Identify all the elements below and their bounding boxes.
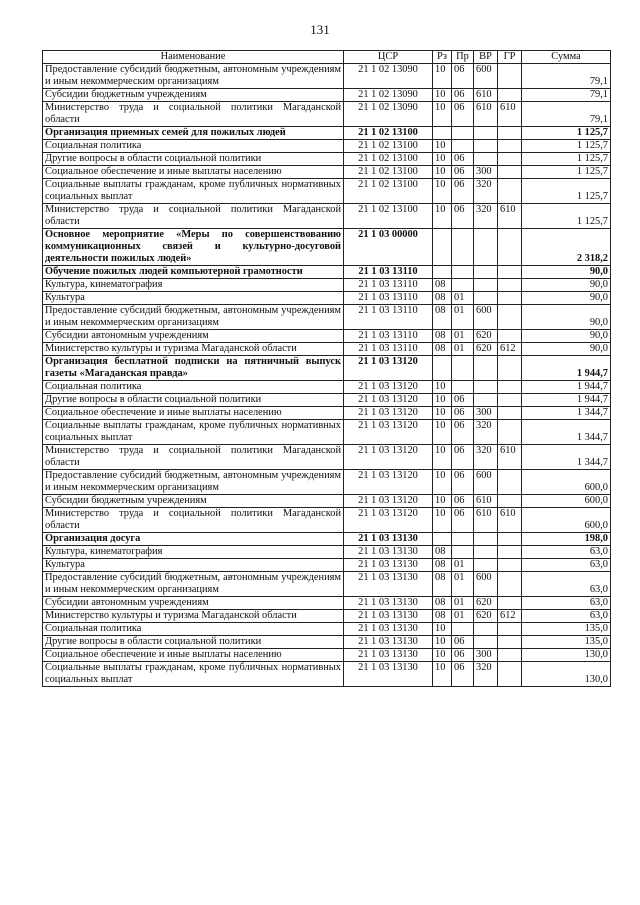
cell-name: Обучение пожилых людей компьютерной грамотности [43,266,344,279]
cell-csr: 21 1 03 13120 [344,407,433,420]
cell-gr [498,597,522,610]
cell-sum: 1 344,7 [522,420,611,445]
cell-name: Предоставление субсидий бюджетным, автономным учреждениям и иным некоммерческим организациям [43,470,344,495]
cell-gr [498,546,522,559]
cell-sum: 90,0 [522,343,611,356]
table-row [43,394,611,407]
cell-sum: 1 944,7 [522,356,611,381]
cell-sum: 63,0 [522,572,611,597]
cell-sum: 90,0 [522,279,611,292]
cell-pr [452,533,474,546]
cell-csr: 21 1 02 13100 [344,153,433,166]
cell-pr: 06 [452,470,474,495]
cell-sum: 2 318,2 [522,229,611,266]
cell-rz: 10 [433,102,452,127]
cell-rz: 08 [433,546,452,559]
cell-name: Министерство труда и социальной политики Магаданской области [43,102,344,127]
table-header-row [43,51,611,64]
cell-rz: 10 [433,420,452,445]
cell-name: Субсидии автономным учреждениям [43,597,344,610]
cell-vr: 620 [474,597,498,610]
cell-pr [452,356,474,381]
cell-name: Культура [43,292,344,305]
cell-vr: 300 [474,649,498,662]
cell-vr: 300 [474,407,498,420]
cell-pr [452,266,474,279]
cell-name: Социальные выплаты гражданам, кроме публичных нормативных социальных выплат [43,662,344,687]
cell-vr: 620 [474,610,498,623]
cell-pr [452,140,474,153]
cell-csr: 21 1 03 13130 [344,546,433,559]
table-row [43,279,611,292]
budget-table [42,50,611,687]
table-row [43,597,611,610]
cell-vr: 610 [474,102,498,127]
cell-rz [433,533,452,546]
cell-sum: 63,0 [522,610,611,623]
table-row [43,266,611,279]
cell-name: Министерство культуры и туризма Магаданской области [43,343,344,356]
cell-sum: 1 944,7 [522,394,611,407]
cell-rz: 10 [433,394,452,407]
cell-pr [452,381,474,394]
cell-csr: 21 1 03 13110 [344,330,433,343]
table-row [43,636,611,649]
table-row [43,407,611,420]
cell-rz: 10 [433,64,452,89]
cell-rz: 08 [433,305,452,330]
cell-rz: 10 [433,140,452,153]
cell-gr [498,559,522,572]
cell-vr: 600 [474,572,498,597]
cell-gr [498,127,522,140]
cell-gr [498,572,522,597]
table-row [43,649,611,662]
table-row [43,140,611,153]
cell-gr [498,623,522,636]
page-number: 131 [310,22,330,37]
cell-sum: 1 125,7 [522,140,611,153]
cell-gr [498,166,522,179]
cell-gr: 610 [498,445,522,470]
cell-pr: 06 [452,662,474,687]
table-row [43,508,611,533]
cell-pr: 06 [452,508,474,533]
table-row [43,89,611,102]
cell-vr [474,636,498,649]
table-row [43,445,611,470]
cell-csr: 21 1 02 13100 [344,127,433,140]
table-body [43,64,611,687]
cell-gr: 610 [498,508,522,533]
cell-pr: 01 [452,292,474,305]
cell-vr: 620 [474,330,498,343]
header-sum: Сумма [522,51,611,64]
cell-csr: 21 1 03 13130 [344,533,433,546]
cell-rz: 08 [433,279,452,292]
table-row [43,495,611,508]
cell-vr [474,140,498,153]
cell-sum: 600,0 [522,495,611,508]
cell-rz: 10 [433,662,452,687]
cell-name: Министерство труда и социальной политики Магаданской области [43,204,344,229]
cell-name: Другие вопросы в области социальной политики [43,153,344,166]
cell-pr [452,127,474,140]
cell-sum: 135,0 [522,623,611,636]
table-row [43,292,611,305]
cell-vr [474,356,498,381]
cell-name: Социальные выплаты гражданам, кроме публичных нормативных социальных выплат [43,179,344,204]
cell-csr: 21 1 03 13130 [344,610,433,623]
cell-name: Министерство труда и социальной политики Магаданской области [43,445,344,470]
cell-csr: 21 1 03 13120 [344,470,433,495]
cell-sum: 90,0 [522,330,611,343]
cell-rz: 08 [433,610,452,623]
cell-csr: 21 1 03 13130 [344,662,433,687]
cell-csr: 21 1 03 13130 [344,636,433,649]
cell-gr [498,394,522,407]
cell-vr [474,153,498,166]
table-row [43,610,611,623]
cell-gr [498,420,522,445]
cell-name: Предоставление субсидий бюджетным, автономным учреждениям и иным некоммерческим организациям [43,64,344,89]
table-row [43,166,611,179]
cell-rz: 10 [433,495,452,508]
cell-gr [498,266,522,279]
cell-rz: 10 [433,381,452,394]
cell-csr: 21 1 02 13090 [344,102,433,127]
cell-csr: 21 1 03 13110 [344,292,433,305]
cell-gr [498,89,522,102]
cell-sum: 1 125,7 [522,179,611,204]
header-vr: ВР [474,51,498,64]
cell-gr [498,495,522,508]
table-row [43,229,611,266]
cell-sum: 90,0 [522,305,611,330]
table-row [43,662,611,687]
cell-csr: 21 1 03 13110 [344,305,433,330]
cell-vr: 320 [474,445,498,470]
header-name: Наименование [43,51,344,64]
table-row [43,204,611,229]
cell-pr: 06 [452,495,474,508]
cell-vr [474,394,498,407]
cell-pr: 06 [452,445,474,470]
cell-pr: 01 [452,343,474,356]
cell-name: Предоставление субсидий бюджетным, автономным учреждениям и иным некоммерческим организациям [43,305,344,330]
cell-gr [498,649,522,662]
cell-sum: 63,0 [522,546,611,559]
cell-sum: 63,0 [522,597,611,610]
table-row [43,533,611,546]
cell-csr: 21 1 03 13120 [344,495,433,508]
cell-sum: 198,0 [522,533,611,546]
cell-gr [498,356,522,381]
cell-name: Организация приемных семей для пожилых людей [43,127,344,140]
cell-csr: 21 1 03 13120 [344,381,433,394]
cell-rz: 08 [433,572,452,597]
cell-gr [498,305,522,330]
cell-name: Социальная политика [43,623,344,636]
cell-sum: 1 344,7 [522,407,611,420]
cell-name: Культура, кинематография [43,279,344,292]
cell-pr: 06 [452,166,474,179]
cell-name: Социальное обеспечение и иные выплаты населению [43,649,344,662]
cell-rz [433,229,452,266]
cell-csr: 21 1 03 13130 [344,649,433,662]
table-row [43,623,611,636]
cell-rz: 08 [433,559,452,572]
cell-name: Другие вопросы в области социальной политики [43,636,344,649]
cell-pr: 01 [452,597,474,610]
cell-pr: 06 [452,179,474,204]
cell-pr [452,546,474,559]
cell-vr [474,381,498,394]
cell-vr [474,279,498,292]
table-row [43,102,611,127]
cell-name: Субсидии автономным учреждениям [43,330,344,343]
cell-rz: 10 [433,470,452,495]
table-row [43,470,611,495]
cell-rz: 10 [433,179,452,204]
cell-csr: 21 1 02 13090 [344,89,433,102]
header-rz: Рз [433,51,452,64]
cell-gr [498,330,522,343]
cell-csr: 21 1 03 13120 [344,445,433,470]
header-csr: ЦСР [344,51,433,64]
table-row [43,559,611,572]
cell-rz: 10 [433,636,452,649]
cell-rz: 10 [433,89,452,102]
table-row [43,179,611,204]
cell-vr: 610 [474,89,498,102]
cell-sum: 600,0 [522,470,611,495]
cell-csr: 21 1 02 13100 [344,179,433,204]
cell-name: Социальное обеспечение и иные выплаты населению [43,407,344,420]
cell-vr: 620 [474,343,498,356]
cell-name: Культура, кинематография [43,546,344,559]
cell-vr: 320 [474,420,498,445]
cell-gr [498,179,522,204]
cell-pr: 06 [452,89,474,102]
cell-gr: 612 [498,343,522,356]
cell-name: Социальные выплаты гражданам, кроме публичных нормативных социальных выплат [43,420,344,445]
cell-sum: 1 125,7 [522,166,611,179]
cell-csr: 21 1 03 13110 [344,343,433,356]
cell-sum: 130,0 [522,649,611,662]
table-row [43,305,611,330]
cell-vr: 610 [474,495,498,508]
cell-csr: 21 1 03 13120 [344,356,433,381]
cell-name: Министерство культуры и туризма Магаданской области [43,610,344,623]
table-row [43,546,611,559]
cell-name: Основное мероприятие «Меры по совершенствованию коммуникационных связей и культурно-досуговой деятельности пожилых людей» [43,229,344,266]
cell-vr [474,533,498,546]
cell-name: Социальная политика [43,381,344,394]
table-row [43,153,611,166]
cell-csr: 21 1 03 13130 [344,559,433,572]
cell-pr: 06 [452,204,474,229]
cell-rz: 08 [433,597,452,610]
cell-name: Социальная политика [43,140,344,153]
table-row [43,572,611,597]
cell-pr: 01 [452,559,474,572]
cell-gr [498,470,522,495]
cell-pr [452,229,474,266]
cell-rz: 10 [433,204,452,229]
cell-sum: 130,0 [522,662,611,687]
cell-vr [474,623,498,636]
table-row [43,343,611,356]
cell-vr [474,546,498,559]
cell-sum: 1 125,7 [522,153,611,166]
cell-csr: 21 1 03 13110 [344,266,433,279]
cell-name: Субсидии бюджетным учреждениям [43,495,344,508]
cell-rz [433,356,452,381]
cell-gr [498,662,522,687]
cell-sum: 79,1 [522,89,611,102]
cell-sum: 63,0 [522,559,611,572]
cell-vr: 610 [474,508,498,533]
cell-vr [474,292,498,305]
cell-gr [498,229,522,266]
cell-rz: 10 [433,508,452,533]
cell-gr [498,381,522,394]
cell-rz: 08 [433,343,452,356]
cell-vr: 600 [474,305,498,330]
cell-csr: 21 1 03 13120 [344,508,433,533]
cell-csr: 21 1 02 13100 [344,166,433,179]
cell-pr: 06 [452,394,474,407]
cell-vr [474,559,498,572]
cell-csr: 21 1 03 13130 [344,623,433,636]
cell-sum: 1 344,7 [522,445,611,470]
cell-csr: 21 1 02 13100 [344,204,433,229]
header-gr: ГР [498,51,522,64]
cell-rz: 10 [433,623,452,636]
cell-gr [498,153,522,166]
cell-sum: 135,0 [522,636,611,649]
cell-gr [498,533,522,546]
table-row [43,356,611,381]
cell-vr [474,266,498,279]
cell-sum: 90,0 [522,292,611,305]
cell-pr: 06 [452,407,474,420]
cell-name: Организация досуга [43,533,344,546]
cell-name: Организация бесплатной подписки на пятничный выпуск газеты «Магаданская правда» [43,356,344,381]
cell-csr: 21 1 03 13120 [344,420,433,445]
cell-name: Предоставление субсидий бюджетным, автономным учреждениям и иным некоммерческим организациям [43,572,344,597]
cell-csr: 21 1 03 13130 [344,597,433,610]
cell-pr: 06 [452,649,474,662]
cell-rz: 10 [433,445,452,470]
cell-gr: 612 [498,610,522,623]
cell-csr: 21 1 02 13090 [344,64,433,89]
cell-vr: 300 [474,166,498,179]
table-row [43,127,611,140]
cell-gr: 610 [498,204,522,229]
cell-pr: 06 [452,153,474,166]
cell-vr: 600 [474,64,498,89]
cell-sum: 1 125,7 [522,127,611,140]
cell-csr: 21 1 03 13120 [344,394,433,407]
cell-sum: 90,0 [522,266,611,279]
cell-vr [474,127,498,140]
cell-vr: 320 [474,662,498,687]
cell-pr: 06 [452,420,474,445]
cell-name: Социальное обеспечение и иные выплаты населению [43,166,344,179]
cell-rz: 08 [433,330,452,343]
cell-sum: 1 944,7 [522,381,611,394]
cell-rz: 10 [433,166,452,179]
cell-rz: 10 [433,407,452,420]
cell-gr [498,292,522,305]
cell-pr: 01 [452,610,474,623]
cell-rz: 10 [433,153,452,166]
cell-sum: 1 125,7 [522,204,611,229]
cell-csr: 21 1 03 13110 [344,279,433,292]
cell-sum: 79,1 [522,64,611,89]
cell-name: Другие вопросы в области социальной политики [43,394,344,407]
cell-pr [452,623,474,636]
table-row [43,381,611,394]
cell-csr: 21 1 02 13100 [344,140,433,153]
cell-rz: 10 [433,649,452,662]
cell-pr: 01 [452,572,474,597]
cell-vr [474,229,498,266]
cell-name: Субсидии бюджетным учреждениям [43,89,344,102]
cell-name: Культура [43,559,344,572]
cell-sum: 600,0 [522,508,611,533]
cell-gr [498,407,522,420]
table-row [43,64,611,89]
cell-gr [498,636,522,649]
header-pr: Пр [452,51,474,64]
cell-pr [452,279,474,292]
table-row [43,420,611,445]
cell-vr: 320 [474,204,498,229]
cell-rz [433,266,452,279]
cell-pr: 06 [452,102,474,127]
cell-gr [498,64,522,89]
cell-sum: 79,1 [522,102,611,127]
cell-rz: 08 [433,292,452,305]
cell-pr: 06 [452,64,474,89]
cell-pr: 01 [452,305,474,330]
cell-gr [498,279,522,292]
cell-gr: 610 [498,102,522,127]
cell-vr: 320 [474,179,498,204]
cell-vr: 600 [474,470,498,495]
cell-rz [433,127,452,140]
cell-gr [498,140,522,153]
cell-csr: 21 1 03 00000 [344,229,433,266]
table-row [43,330,611,343]
cell-csr: 21 1 03 13130 [344,572,433,597]
cell-pr: 01 [452,330,474,343]
cell-name: Министерство труда и социальной политики Магаданской области [43,508,344,533]
cell-pr: 06 [452,636,474,649]
